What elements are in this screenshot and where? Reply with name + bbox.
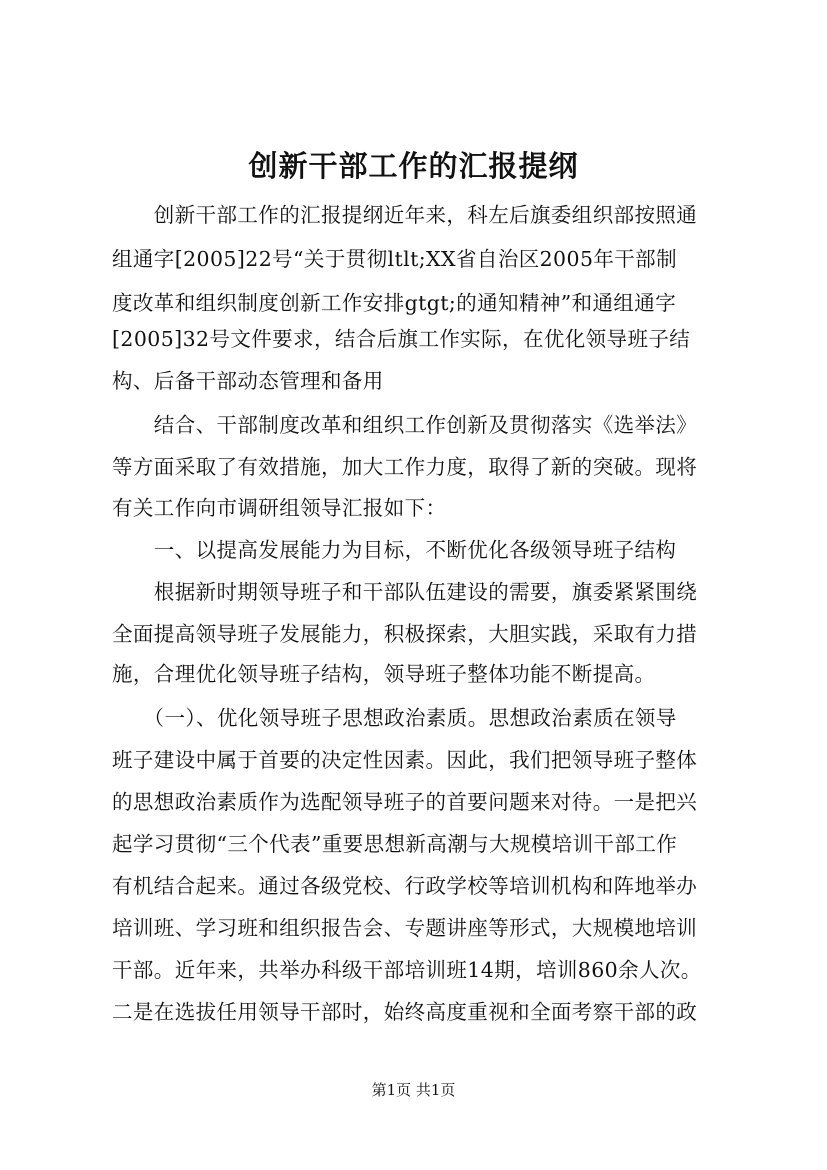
document-title: 创新干部工作的汇报提纲 [248,149,579,183]
section-heading: 一、以提高发展能力为目标，不断优化各级领导班子结构 [112,538,677,562]
body-line: 结合、干部制度改革和组织工作创新及贯彻落实《选举法》 [112,413,698,437]
body-line: 全面提高领导班子发展能力，积极探索，大胆实践，采取有力措 [112,622,698,646]
body-line: 施，合理优化领导班子结构，领导班子整体功能不断提高。 [112,662,656,686]
body-line: 组通字[2005]22号“关于贯彻ltlt;XX省自治区2005年干部制 [112,247,677,271]
body-line: 培训班、学习班和组织报告会、专题讲座等形式，大规模地培训 [112,916,698,940]
body-line: [2005]32号文件要求，结合后旗工作实际，在优化领导班子结 [112,327,691,351]
body-line: 二是在选拔任用领导干部时，始终高度重视和全面考察干部的政 [112,1000,698,1024]
body-line: 起学习贯彻“三个代表”重要思想新高潮与大规模培训干部工作 [112,832,678,856]
body-line: （一）、优化领导班子思想政治素质。思想政治素质在领导 [112,706,677,730]
body-line: 有机结合起来。通过各级党校、行政学校等培训机构和阵地举办 [112,874,698,898]
body-line: 度改革和组织制度创新工作安排gtgt;的通知精神”和通组通字 [112,291,677,315]
body-line: 班子建设中属于首要的决定性因素。因此，我们把领导班子整体 [112,748,698,772]
body-line: 创新干部工作的汇报提纲近年来，科左后旗委组织部按照通 [112,203,698,227]
body-line: 构、后备干部动态管理和备用 [112,369,384,393]
page-footer: 第1页 共1页 [371,1081,456,1099]
body-line: 的思想政治素质作为选配领导班子的首要问题来对待。一是把兴 [112,790,698,814]
body-line: 等方面采取了有效措施，加大工作力度，取得了新的突破。现将 [112,455,698,479]
body-line: 有关工作向市调研组领导汇报如下： [112,496,447,520]
body-line: 干部。近年来，共举办科级干部培训班14期，培训860余人次。 [112,958,702,982]
body-line: 根据新时期领导班子和干部队伍建设的需要，旗委紧紧围绕 [112,580,698,604]
